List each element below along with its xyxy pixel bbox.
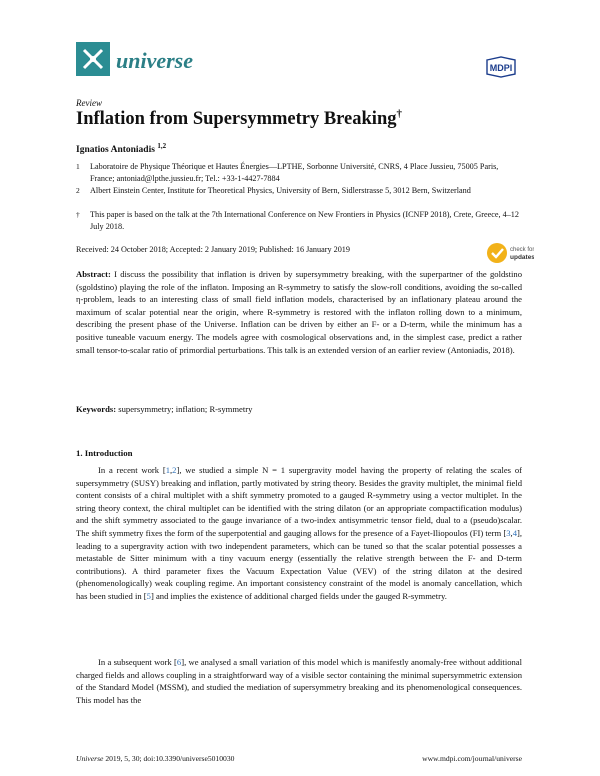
footer-journal: Universe: [76, 754, 104, 763]
citation-link[interactable]: 2: [172, 465, 177, 475]
affiliation-mark: 1: [76, 162, 80, 171]
check-updates-line2: updates: [510, 254, 534, 261]
title-dagger: †: [396, 108, 402, 120]
citation-link[interactable]: 3: [506, 527, 511, 538]
publisher-name: MDPI: [489, 63, 513, 73]
journal-logo: [76, 42, 110, 76]
keywords-label: Keywords:: [76, 404, 117, 414]
affiliation-text: This paper is based on the talk at the 7th International Conference on New Frontiers in Physics (ICNFP 2018), Crete, Greece, 4–12 July 2018.: [90, 210, 519, 231]
abstract-text: I discuss the possibility that inflation is driven by supersymmetry breaking, with the superpartner of the goldstino (sgoldstino) playing the role of the inflaton. Imposing an R-symmetry to satisfy the slow-roll conditions, avoiding the so-called η-problem, leads to an interesting class of small field inflation models, characterised by an inflationary plateau around the maximum of scalar potential near the origin, where R-symmetry is restored with the inflaton rolling down to a minimum, describing the present phase of the Universe. Inflation can be driven by either an F- or a D-term, while the minimum has a positive tuneable vacuum energy. The models agree with cosmological observations and, in the simplest case, predict a rather small tensor-to-scalar ratio of primordial perturbations. This talk is an extended version of an earlier review (Antoniadis, 2018).: [76, 269, 522, 355]
affiliation-text: Albert Einstein Center, Institute for Theoretical Physics, University of Bern, Sidlerstrasse 5, 3012 Bern, Switzerland: [90, 186, 471, 195]
footer-url[interactable]: www.mdpi.com/journal/universe: [422, 754, 522, 763]
title-text: Inflation from Supersymmetry Breaking: [76, 109, 397, 130]
affiliation-mark: †: [76, 210, 80, 219]
text-run: ], we analysed a small variation of this model which is manifestly anomaly-free without additional charged fields and allows coupling in a straightforward way of a visible sector containing the minimal supersymmetric extension of the Standard Model (MSSM), and studied the mediation of supersymmetry breaking and its phenomenological consequences. This model has the: [76, 657, 523, 705]
text-run: ], we studied a simple N = 1 supergravity model having the property of relating the scales of supersymmetry (SUSY) breaking and inflation, partly motivated by string theory. Besides the gravity multiplet, the minimal field content consists of a chiral multiplet with a shift symmetry promoted to a gauged R-symmetry using a vector multiplet. In the string theory context, the chiral multiplet can be identified with the string dilaton (or an appropriate compactification modulus) and the shift symmetry associated to the gauge invariance of a two-index antisymmetric tensor field, dual to a (pseudo)scalar. The shift symmetry fixes the form of the superpotential and gauging allows for the presence of a Fayet-Iliopoulos (FI) term [: [76, 465, 522, 538]
affiliation-mark: 2: [76, 186, 80, 195]
abstract-label: Abstract:: [76, 269, 111, 279]
affiliation-1: [76, 161, 522, 185]
text-run: ] and implies the existence of additional charged fields under the gauged R-symmetry.: [150, 590, 447, 601]
paragraph-1: [76, 464, 522, 603]
universe-logo-icon: [76, 42, 110, 76]
footer-citation: [76, 754, 234, 763]
citation-link[interactable]: 6: [176, 657, 182, 667]
journal-name: universe: [116, 48, 193, 73]
citation-link[interactable]: 5: [146, 590, 151, 601]
check-for-updates-badge[interactable]: [486, 239, 534, 267]
footer-citation-text: 2019, 5, 30; doi:10.3390/universe5010030: [103, 754, 235, 763]
paragraph-2: [76, 656, 522, 706]
text-run: ,: [510, 527, 513, 538]
citation-link[interactable]: 4: [512, 527, 517, 538]
publisher-logo: [484, 56, 518, 78]
author-affiliation-marks: 1,2: [157, 142, 167, 150]
page-title: [76, 108, 402, 130]
section-heading: 1. Introduction: [76, 448, 133, 458]
affiliation-2: [76, 185, 522, 209]
text-run: In a recent work [: [98, 465, 166, 475]
check-updates-icon: [486, 239, 534, 267]
keywords: [76, 404, 252, 414]
keywords-text: supersymmetry; inflation; R-symmetry: [118, 404, 253, 414]
mdpi-logo-icon: [484, 56, 518, 78]
affiliation-text: Laboratoire de Physique Théorique et Hautes Énergies—LPTHE, Sorbonne Université, CNRS, 4 Place Jussieu, 75005 Paris, France; antoniad@lpthe.jussieu.fr; Tel.: +33-1-4427-7884: [90, 162, 499, 183]
text-run: ,: [170, 465, 173, 475]
publication-dates: Received: 24 October 2018; Accepted: 2 January 2019; Published: 16 January 2019: [76, 245, 350, 254]
author-name: Ignatios Antoniadis: [76, 145, 155, 156]
citation-link[interactable]: 1: [165, 465, 171, 475]
check-updates-line1: check for: [510, 247, 534, 253]
abstract: [76, 268, 522, 356]
author-line: [76, 142, 166, 155]
text-run: ], leading to a supergravity action with two independent parameters, which can be tuned so that the scalar potential possesses a metastable de Sitter minimum with a tiny vacuum energy (essentially the relative strength between the F- and D-term contributions). A third parameter fixes the Vacuum Expectation Value (VEV) of the string dilaton at the desired (phenomenologically) weak coupling regime. An important consistency constraint of the model is anomaly cancellation, which has been studied in [: [76, 527, 522, 601]
footnote-dagger: [76, 209, 522, 233]
text-run: In a subsequent work [: [98, 657, 177, 667]
article-type: Review: [76, 98, 102, 108]
